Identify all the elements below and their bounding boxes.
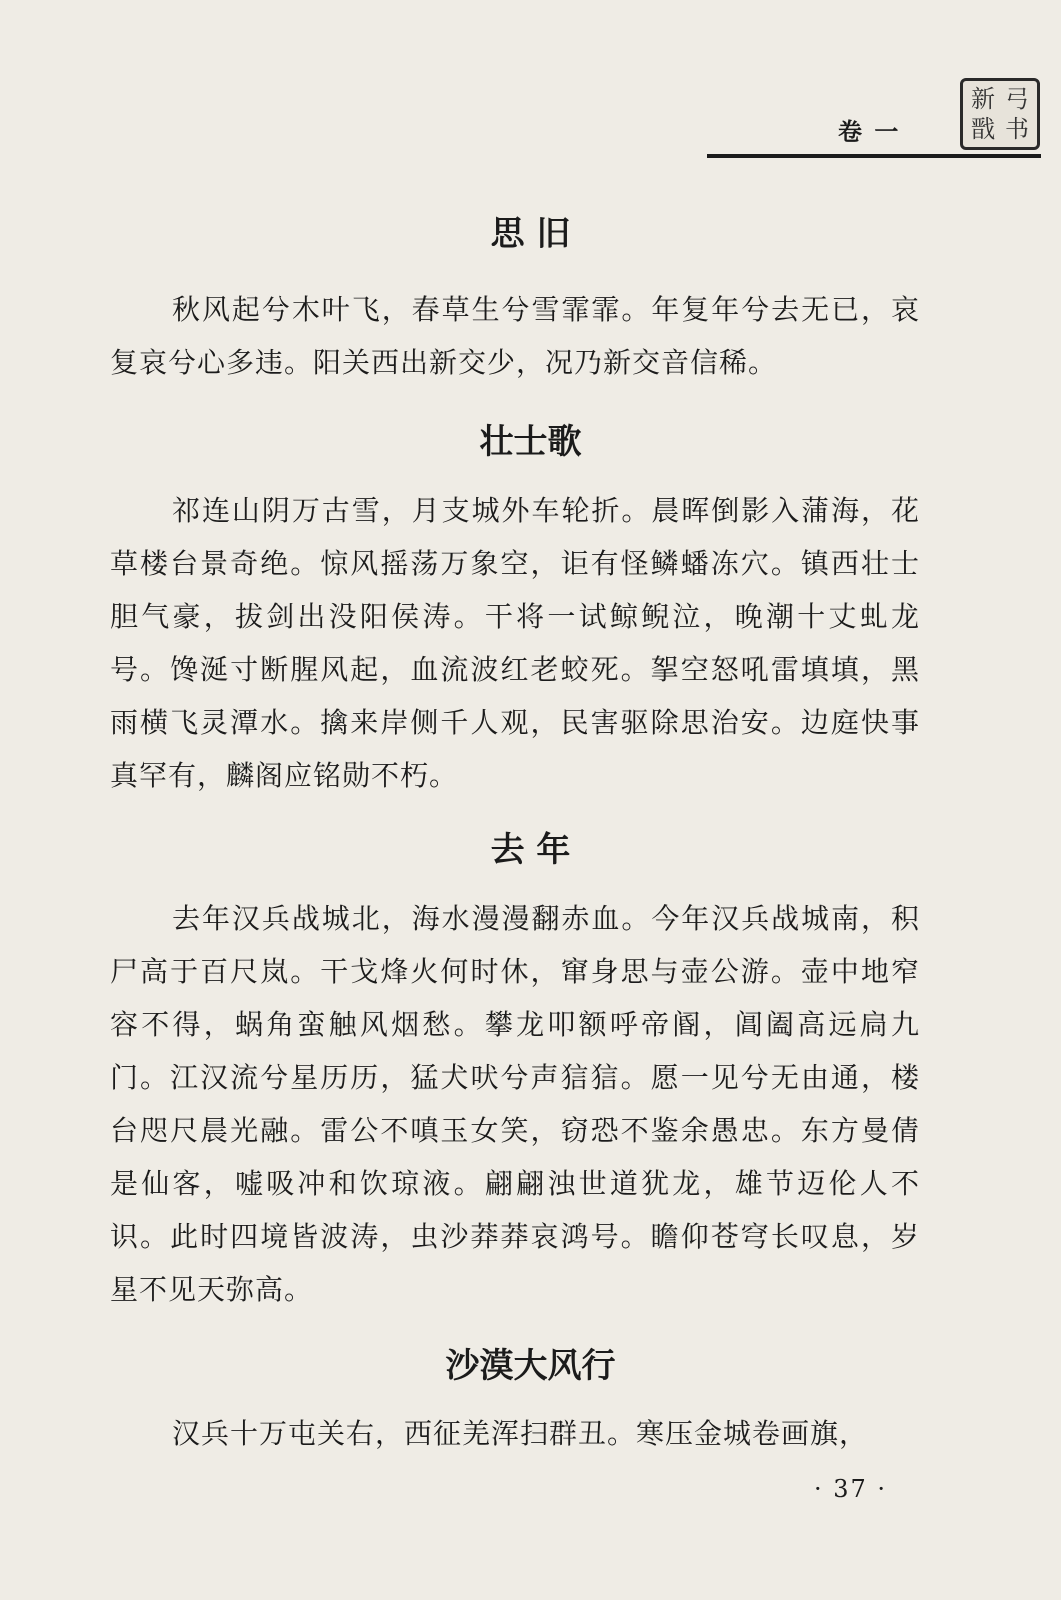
seal-char: 戬 [971,115,995,143]
page-number: · 37 · [814,1475,888,1503]
poem-body: 秋风起兮木叶飞，春草生兮雪霏霏。年复年兮去无已，哀复哀兮心多违。阳关西出新交少，况乃新交音信稀。 [110,293,920,379]
seal-stamp [960,78,1040,150]
header-rule [707,154,1041,158]
poem-title: 壮士歌 [479,422,582,462]
poem-body: 去年汉兵战城北，海水漫漫翻赤血。今年汉兵战城南，积尸高于百尺岚。干戈烽火何时休，窜身思与壶公游。壶中地窄容不得，蜗角蛮触风烟愁。攀龙叩额呼帝阍，阊阖高远扃九门。江汉流兮星历历，猛犬吠兮声狺狺。愿一见兮无由通，楼台咫尺晨光融。雷公不嗔玉女笑，窃恐不鉴余愚忠。东方曼倩是仙客，嘘吸冲和饮琼液。翩翩浊世道犹龙，雄节迈伦人不识。此时四境皆波涛，虫沙莽莽哀鸿号。瞻仰苍穹长叹息，岁星不见天弥高。 [110,902,920,1306]
seal-char: 书 [1005,115,1029,143]
poem-title: 思 旧 [490,214,571,254]
poem-title: 去 年 [490,830,571,870]
poem-body: 汉兵十万屯关右，西征羌浑扫群丑。寒压金城卷画旗， [172,1417,869,1450]
seal-char: 新 [971,85,995,113]
volume-label: 卷 一 [838,118,901,146]
seal-char: 弓 [1005,85,1029,113]
poem-title: 沙漠大风行 [445,1346,616,1386]
poem-body: 祁连山阴万古雪，月支城外车轮折。晨晖倒影入蒲海，花草楼台景奇绝。惊风摇荡万象空，讵有怪鳞蟠冻穴。镇西壮士胆气豪，拔剑出没阳侯涛。干将一试鲸鲵泣，晚潮十丈虬龙号。馋涎寸断腥风起，血流波红老蛟死。挐空怒吼雷填填，黑雨横飞灵潭水。擒来岸侧千人观，民害驱除思治安。边庭快事真罕有，麟阁应铭勋不朽。 [110,494,920,792]
